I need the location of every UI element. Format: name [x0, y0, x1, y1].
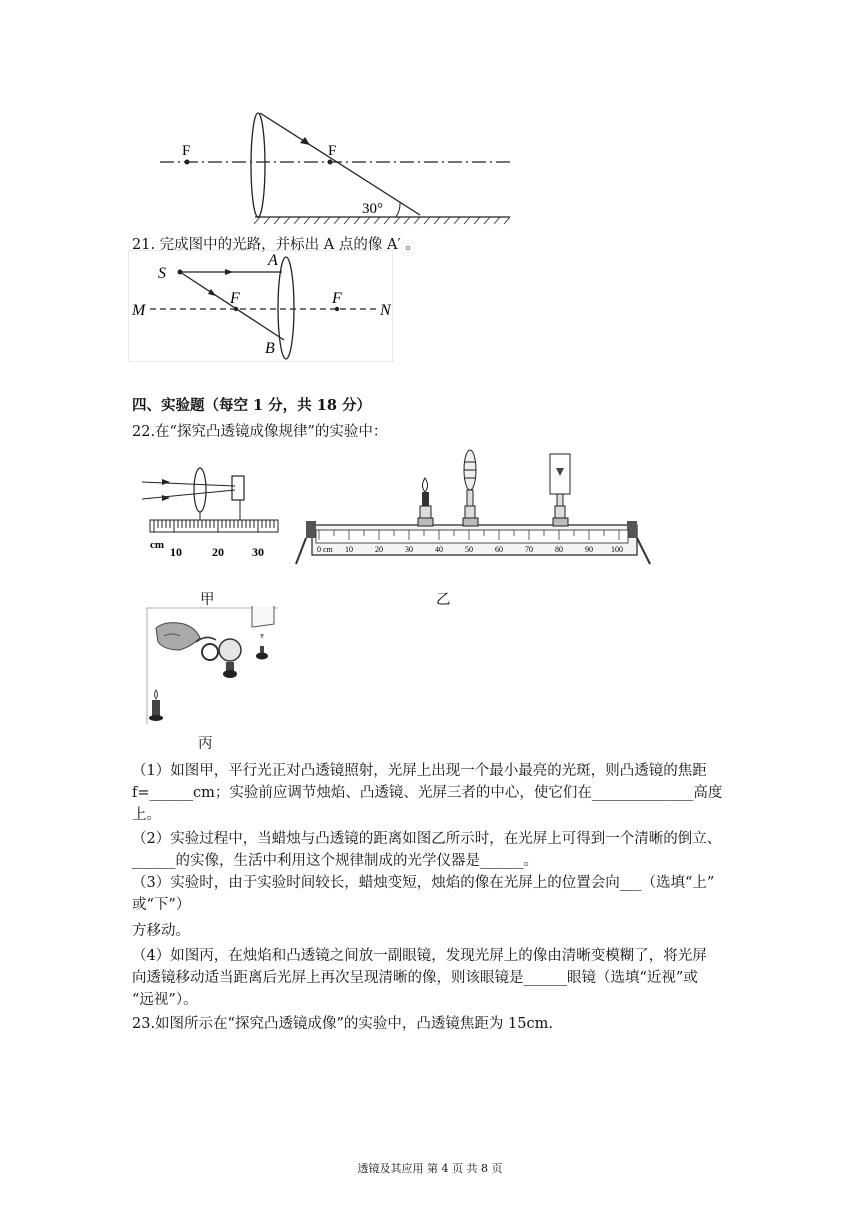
figure-bing	[146, 606, 281, 726]
sub4-line1: （4）如图丙，在烛焰和凸透镜之间放一副眼镜，发现光屏上的像由清晰变模糊了，将光屏	[132, 948, 707, 964]
sub3-line2: 或“下”）	[132, 897, 191, 913]
caption-jia: 甲	[200, 592, 215, 608]
question-23: 23.如图所示在“探究凸透镜成像”的实验中，凸透镜焦距为 15cm.	[132, 1016, 553, 1032]
yi-tick-60: 60	[495, 545, 503, 554]
f-right-label: F	[328, 143, 337, 159]
n-label: N	[380, 302, 391, 319]
yi-tick-20: 20	[375, 545, 383, 554]
caption-bing: 丙	[198, 736, 213, 752]
yi-tick-100: 100	[611, 545, 623, 554]
b-label: B	[265, 340, 275, 357]
page-footer: 透镜及其应用 第 4 页 共 8 页	[357, 1162, 503, 1175]
f-left-label: F	[182, 143, 191, 159]
jia-tick-20: 20	[212, 545, 224, 559]
a-label: A	[268, 252, 278, 269]
angle-label: 30°	[362, 201, 383, 217]
sub1-line2: f=______cm；实验前应调节烛焰、凸透镜、光屏三者的中心，使它们在______________高度	[132, 785, 723, 801]
f1-label: F	[230, 290, 240, 307]
yi-tick-40: 40	[435, 545, 443, 554]
sub3-line3: 方移动。	[132, 923, 190, 939]
yi-tick-70: 70	[525, 545, 533, 554]
m-label: M	[132, 302, 146, 319]
sub1-line1: （1）如图甲，平行光正对凸透镜照射，光屏上出现一个最小最亮的光斑，则凸透镜的焦距	[132, 763, 707, 779]
lens-figure-21	[128, 250, 393, 362]
sub2-line2: ______的实像，生活中利用这个规律制成的光学仪器是______。	[132, 853, 538, 869]
lens-figure-20	[150, 105, 520, 230]
s-label: S	[158, 265, 166, 282]
sub2-line1: （2）实验过程中，当蜡烛与凸透镜的距离如图乙所示时，在光屏上可得到一个清晰的倒立、	[132, 831, 722, 847]
caption-yi: 乙	[436, 592, 451, 608]
sub3-line1: （3）实验时，由于实验时间较长，蜡烛变短，烛焰的像在光屏上的位置会向___（选填“上”	[132, 875, 715, 891]
yi-tick-30: 30	[405, 545, 413, 554]
figure-yi	[292, 448, 657, 568]
yi-tick-80: 80	[555, 545, 563, 554]
yi-tick-50: 50	[465, 545, 473, 554]
yi-tick-90: 90	[585, 545, 593, 554]
jia-tick-30: 30	[252, 545, 264, 559]
jia-tick-10: 10	[170, 545, 182, 559]
yi-unit: 0 cm	[317, 545, 333, 554]
question-21: 21. 完成图中的光路，并标出 A 点的像 A′ 。	[132, 237, 420, 253]
sub1-line3: 上。	[132, 807, 161, 823]
question-22: 22.在“探究凸透镜成像规律”的实验中：	[132, 424, 388, 440]
sub4-line3: “远视”）。	[132, 992, 198, 1008]
sub4-line2: 向透镜移动适当距离后光屏上再次呈现清晰的像，则该眼镜是______眼镜（选填“近视”或	[132, 970, 698, 986]
f2-label: F	[332, 290, 342, 307]
jia-unit: cm	[150, 539, 165, 551]
section-title: 四、实验题（每空 1 分，共 18 分）	[132, 397, 371, 414]
figure-jia	[140, 460, 285, 560]
yi-tick-10: 10	[345, 545, 353, 554]
